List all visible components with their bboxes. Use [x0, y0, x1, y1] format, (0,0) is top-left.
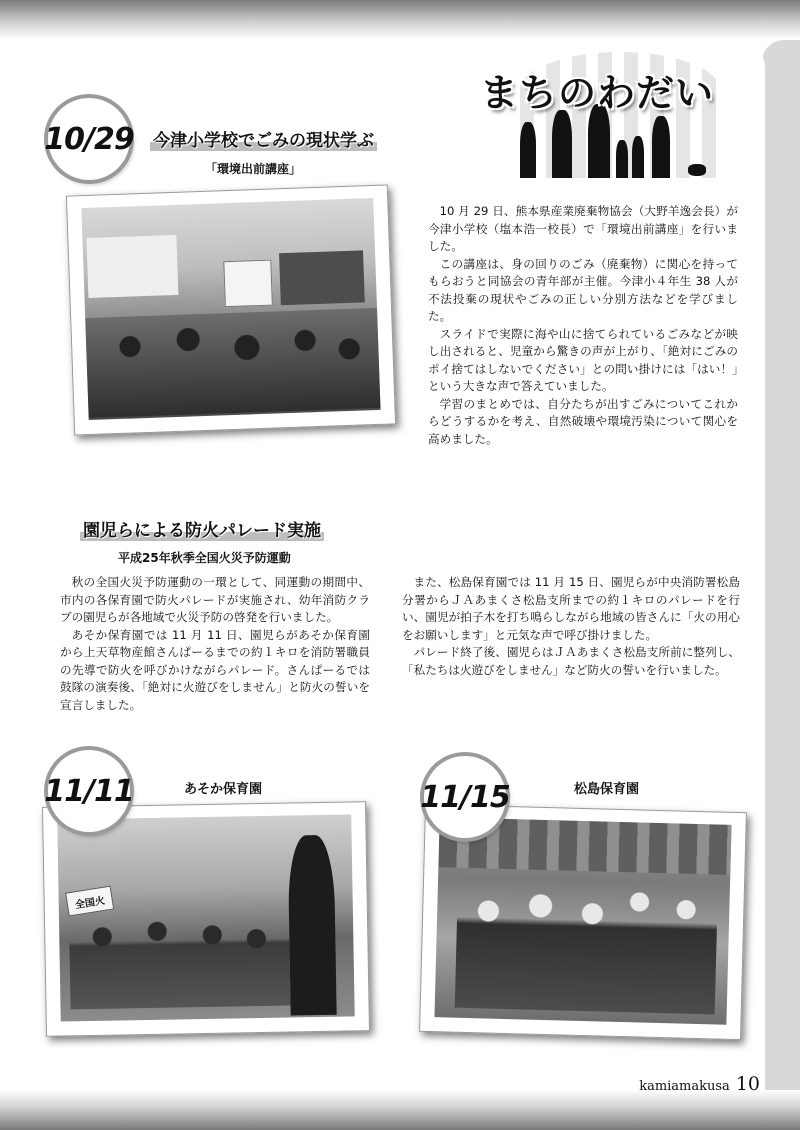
date-badge-11-11: 11/11	[48, 750, 130, 832]
article2-subtitle: 平成25年秋季全国火災予防運動	[118, 551, 291, 565]
side-tab	[762, 40, 800, 1100]
silhouette-dog	[688, 164, 706, 176]
article1-paragraph: 学習のまとめでは、自分たちが出すごみについてこれからどうするかを考え、自然破壊や環境汚染について関心を高めました。	[428, 396, 738, 446]
parade-banner	[65, 886, 114, 917]
parade-banner-text: 全国火	[74, 895, 106, 911]
silhouette-person-1	[520, 122, 536, 178]
photo-left-caption: あそか保育園	[184, 782, 263, 797]
article2-title-text: 園児らによる防火パレード実施	[80, 521, 324, 541]
article2-title	[80, 516, 324, 541]
page-footer	[639, 1073, 760, 1095]
article1-paragraph: この講座は、身の回りのごみ（廃棄物）に関心を持ってもらおうと同協会の青年部が主催。今津小４年生 38 人が不法投棄の現状やごみの正しい分別方法などを学びました。	[428, 256, 738, 323]
article2-paragraph: あそか保育園では 11 月 11 日、園児らがあそか保育園から上天草物産館さんぱーるまでの約１キロを消防署職員の先導で防火を呼びかけながらパレード。さんぱーるでは鼓隊の演奏後、「絶対に火遊びをしません」と防火の誓いを宣言しました。	[60, 627, 370, 712]
article2-paragraph: 秋の全国火災予防運動の一環として、同運動の期間中、市内の各保育園で防火パレードが実施され、幼年消防クラブの園児らが各地域で火災予防の啓発を行いました。	[60, 575, 370, 624]
classroom-screen	[223, 260, 273, 308]
classroom-photo	[66, 184, 396, 435]
header-logo-text: まちのわだい	[480, 71, 715, 115]
article2-column-left	[60, 574, 370, 714]
students-group	[85, 308, 380, 418]
photo-right-caption: 松島保育園	[574, 782, 640, 797]
parade-photo-asoka	[42, 801, 370, 1037]
classroom-photo-image	[81, 198, 380, 420]
article1-subtitle: 「環境出前講座」	[205, 162, 302, 176]
classroom-window	[86, 235, 178, 298]
silhouette-child-1	[616, 140, 628, 178]
article2-column-right	[402, 574, 740, 679]
article1-title-text: 今津小学校でごみの現状学ぶ	[150, 131, 377, 151]
article1-body	[428, 203, 738, 448]
children-group-matsushima	[455, 878, 718, 1015]
top-band	[0, 0, 800, 40]
article1-paragraph: スライドで実際に海や山に捨てられているごみなどが映し出されると、児童から驚きの声が上がり、「絶対にごみのポイ捨てはしないでください」との問い掛けには「はい！」という大きな声で答えていました。	[428, 326, 738, 393]
classroom-blackboard	[279, 250, 365, 305]
article2-paragraph: パレード終了後、園児らはＪＡあまくさ松島支所前に整列し、「私たちは火遊びをしません」など防火の誓いを行いました。	[402, 645, 740, 677]
children-group-asoka	[69, 916, 291, 1010]
silhouette-person-4	[652, 116, 670, 178]
article1-paragraph: 10 月 29 日、熊本県産業廃棄物協会（大野羊逸会長）が今津小学校（塩本浩一校長）で「環境出前講座」を行いました。	[428, 204, 738, 253]
parade-photo-matsushima	[419, 804, 747, 1040]
page-number: 10	[735, 1073, 760, 1095]
parade-photo-asoka-image	[57, 814, 354, 1021]
silhouette-child-2	[632, 136, 644, 178]
date-badge-10-29: 10/29	[48, 98, 130, 180]
article1-title	[150, 126, 377, 151]
silhouette-person-2	[552, 110, 572, 178]
firefighter-figure	[288, 835, 337, 1016]
footer-site: kamiamakusa	[639, 1079, 730, 1094]
article2-paragraph: また、松島保育園では 11 月 15 日、園児らが中央消防署松島分署からＪＡあまくさ松島支所までの約１キロのパレードを行い、園児が拍子木を打ち鳴らしながら地域の皆さんに「火の用心をお願いします」と元気な声で呼び掛けました。	[402, 575, 740, 642]
date-badge-11-15: 11/15	[424, 756, 506, 838]
parade-photo-matsushima-image	[434, 817, 731, 1025]
bottom-band	[0, 1090, 800, 1130]
